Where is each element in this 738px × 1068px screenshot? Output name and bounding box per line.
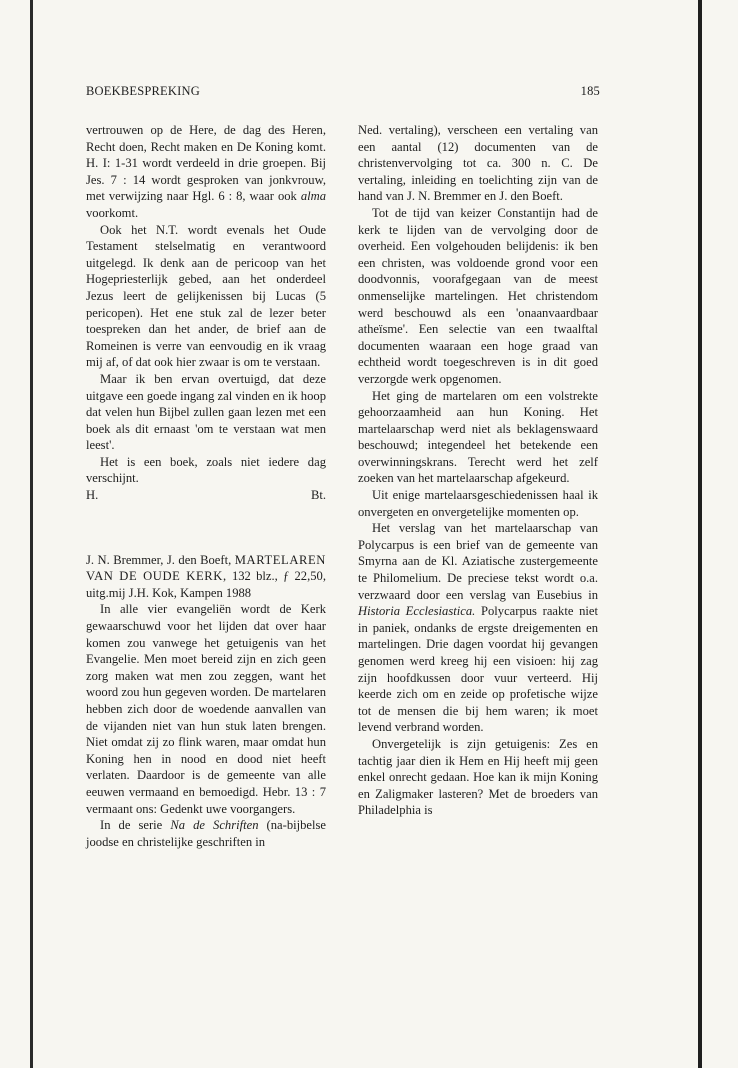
section-title: BOEKBESPREKING [86, 84, 200, 98]
paragraph: Maar ik ben ervan overtuigd, dat deze uitgave een goede ingang zal vinden en ik hoop dat velen hun Bijbel zullen gaan lezen met een boek als dit ernaast 'om te verstaan wat men leest'. [86, 371, 326, 453]
paragraph: Het is een boek, zoals niet iedere dag verschijnt. [86, 454, 326, 486]
paragraph: Ned. vertaling), verscheen een vertaling van een aantal (12) documenten van de christenvervolging tot ca. 300 n. C. De vertaling, inleiding en toelichting zijn van de hand van J. N. Bremmer en J. den Boeft. [358, 123, 598, 204]
citation-authors: J. N. Bremmer, J. den Boeft, [86, 552, 232, 567]
signature-initial: H. [86, 488, 99, 503]
left-column [86, 122, 326, 850]
paragraph: In alle vier evangeliën wordt de Kerk gewaarschuwd voor het lijden dat over haar komen zou vanwege het getuigenis van het Evangelie. Men moet bereid zijn en zich geen zorg maken wat men zou zeggen, want het woord zou hun gegeven worden. De martelaren hebben zich door de woedende aanvallen van de vijanden niet van hun stuk laten brengen. Niet omdat zij zo flink waren, maar omdat hun Koning hen in nood en dood niet heeft verlaten. Daardoor is de gemeente van alle eeuwen vermaand en bemoedigd. Hebr. 13 : 7 vermaant ons: Gedenkt uwe voorgangers. [86, 602, 326, 816]
paragraph: Uit enige martelaarsgeschiedenissen haal ik onvergeten en onvergetelijke momenten op. [358, 488, 598, 519]
paragraph: Het ging de martelaren om een volstrekte gehoorzaamheid aan hun Koning. Het martelaarschap werd niet als beklagenswaard beschouwd; integendeel het betekende een overwinningskrans. Terecht werd het zelf zoeken van het martelaarschap afgekeurd. [358, 388, 598, 486]
text-run: In de serie [100, 818, 171, 833]
italic-term: alma [300, 189, 326, 204]
signature-author: Bt. [310, 488, 326, 503]
text-run: Het verslag van het martelaarschap van Polycarpus is een brief van de gemeente van Smyrna aan de Kl. Aziatische zustergemeente te Philomelium. De preciese tekst wordt o.a. verzwaard door een verslag van Eusebius in [358, 521, 598, 602]
italic-term: Historia Ecclesiastica. [358, 604, 476, 619]
paragraph: Onvergetelijk is zijn getuigenis: Zes en tachtig jaar dien ik Hem en Hij heeft mij geen enkel onrecht gedaan. Hoe kan ik mijn Koning en Zaligmaker lasteren? Met de broeders van Philadelphia is [358, 736, 598, 818]
book-citation [86, 552, 326, 602]
page-edge-left [30, 0, 33, 1068]
right-column [358, 122, 598, 819]
text-run: Polycarpus raakte niet in paniek, ondanks de ergste dreigementen en martelingen. Drie dagen voordat hij gevangen genomen werd kreeg hij een visioen: hij zag zijn hoofdkussen door vuur verteerd. Hij keerde zich om en zeide op profetische wijze tot de mensen die bij hem waren; ik moet levend verbrand worden. [358, 604, 598, 735]
paragraph: Ook het N.T. wordt evenals het Oude Testament stelselmatig en verantwoord uitgelegd. Ik denk aan de pericoop van het Hogepriesterlijk gebed, aan het onderdeel Jezus leert de gelijkenissen bij Lucas (5 pericopen). Het ene stuk zal de lezer beter toespreken dan het ander, de brief aan de Romeinen is verre van eenvoudig en ik vraag mij af, of dat ook hier zwaar is om te verstaan. [86, 222, 326, 370]
text-run: voorkomt. [86, 205, 139, 220]
running-header [86, 84, 600, 99]
page-number: 185 [580, 84, 600, 98]
paragraph [358, 520, 598, 736]
text-run: (na-bijbelse joodse en christelijke geschriften in [86, 818, 326, 849]
paragraph [86, 817, 326, 850]
text-run: vertrouwen op de Here, de dag des Heren, Recht doen, Recht maken en De Koning komt. H. I: 1-31 wordt verdeeld in drie groepen. Bij Jes. 7 : 14 wordt gesproken van jonkvrouw, met verwijzing naar Hgl. 6 : 8, waar ook [86, 123, 326, 204]
citation-title: MARTELAREN VAN DE OUDE KERK, [86, 552, 326, 584]
reviewer-signature [86, 487, 326, 504]
italic-term: Na de Schriften [170, 818, 259, 833]
section-gap [86, 504, 326, 552]
paragraph [86, 122, 326, 222]
citation-details: 132 blz., ƒ 22,50, uitg.mij J.H. Kok, Kampen 1988 [86, 569, 326, 600]
paragraph: Tot de tijd van keizer Constantijn had de kerk te lijden van de vervolging door de overheid. Een volgehouden belijdenis: ik ben een christen, was voldoende grond voor een doodvonnis, voorafgegaan van de meest onmenselijke martelingen. Het christendom werd beschouwd als een 'onaanvaardbaar atheïsme'. Een selectie van een twaalftal documenten waaraan een hoge graad van echtheid wordt toegeschreven is in dit goed verzorgde werk opgenomen. [358, 205, 598, 386]
page-edge-right [698, 0, 702, 1068]
